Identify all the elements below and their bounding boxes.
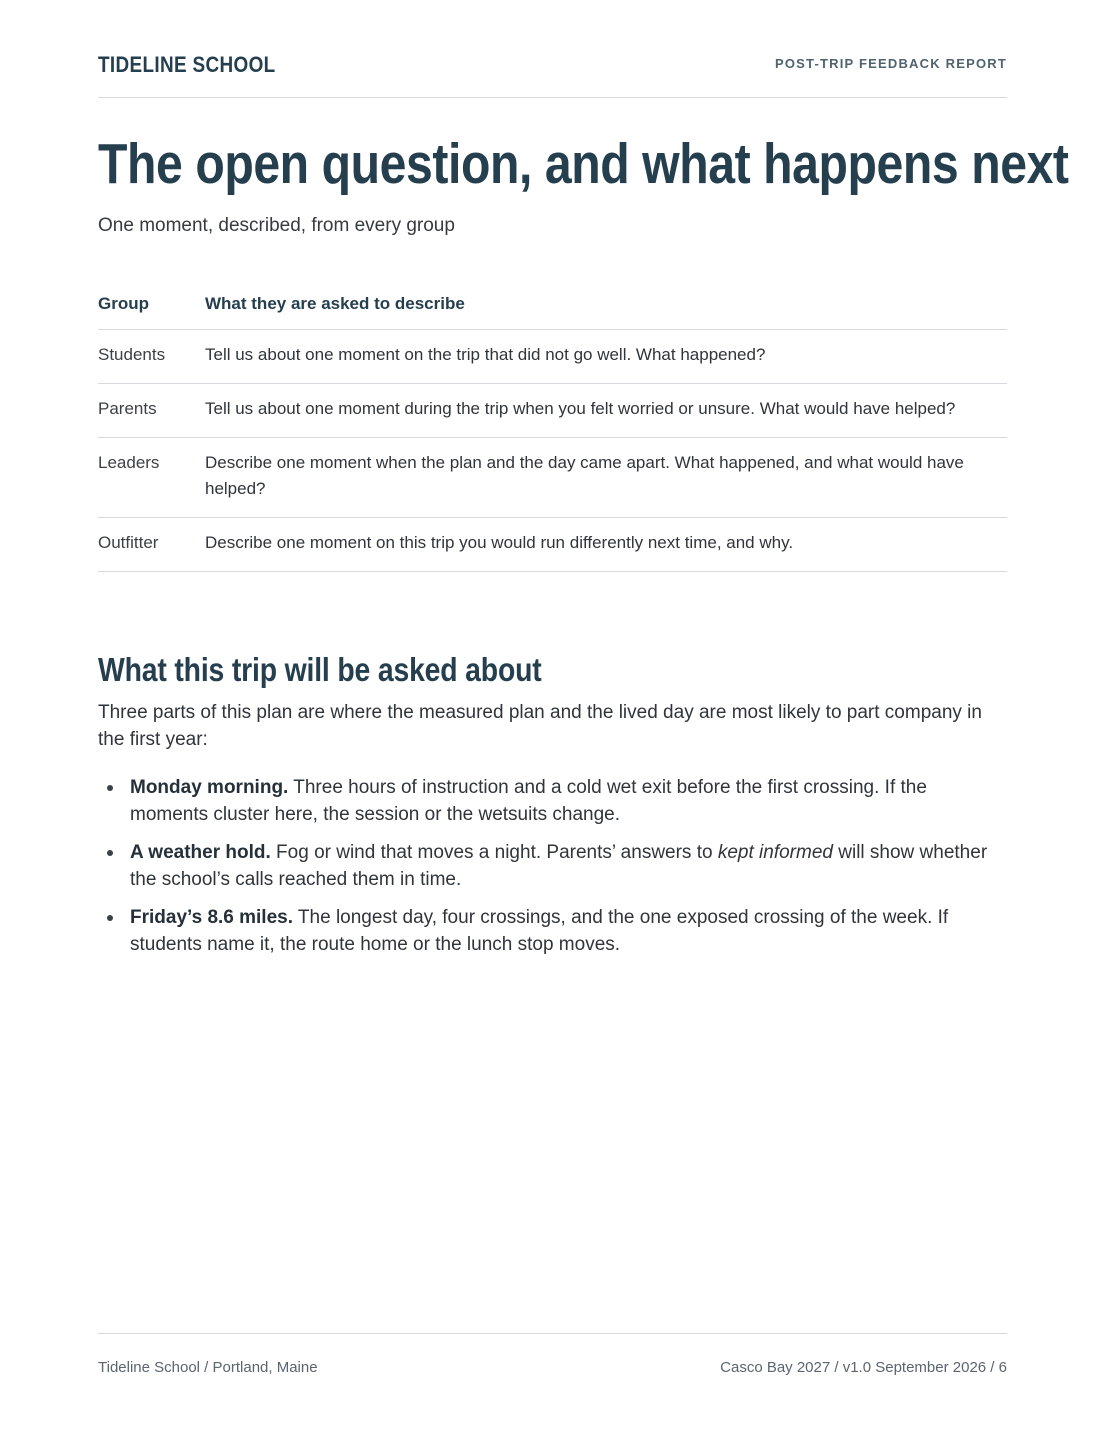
prompt-cell: Tell us about one moment on the trip that did not go well. What happened?	[205, 330, 1007, 384]
section-heading: What this trip will be asked about	[98, 651, 542, 688]
table-header-row	[98, 278, 1007, 330]
list-item	[98, 904, 1007, 958]
table-row	[98, 384, 1007, 438]
question-table	[98, 278, 1007, 572]
bullet-text: The longest day, four crossings, and the one exposed crossing of the week. If students name it, the route home or the lunch stop moves.	[130, 907, 949, 955]
list-item	[98, 774, 1007, 828]
section-intro: Three parts of this plan are where the measured plan and the lived day are most likely to part company in the first year:	[98, 702, 982, 750]
page-title: The open question, and what happens next	[98, 132, 1069, 196]
group-cell: Outfitter	[98, 518, 205, 572]
report-label: POST-TRIP FEEDBACK REPORT	[774, 56, 1007, 71]
group-cell: Leaders	[98, 438, 205, 518]
group-cell: Parents	[98, 384, 205, 438]
prompt-cell: Describe one moment on this trip you would run differently next time, and why.	[205, 518, 1007, 572]
group-cell: Students	[98, 330, 205, 384]
page-header	[98, 50, 1007, 98]
bullet-emphasis: kept informed	[717, 842, 833, 863]
bullet-text: Three hours of instruction and a cold wet exit before the first crossing. If the moments cluster here, the session or the wetsuits change.	[130, 777, 927, 825]
page-footer	[98, 1333, 1007, 1376]
prompt-cell: Tell us about one moment during the trip when you felt worried or unsure. What would have helped?	[205, 384, 1007, 438]
column-header-group: Group	[98, 278, 205, 330]
table-row	[98, 330, 1007, 384]
page	[98, 0, 1069, 1430]
bullet-list	[98, 774, 1007, 969]
bullet-lead: Monday morning.	[130, 777, 289, 798]
list-item	[98, 839, 1007, 893]
column-header-prompt: What they are asked to describe	[205, 278, 1007, 330]
bullet-icon	[107, 785, 113, 791]
table-row	[98, 438, 1007, 518]
page-subtitle: One moment, described, from every group	[98, 215, 455, 236]
bullet-lead: Friday’s 8.6 miles.	[130, 907, 293, 928]
bullet-icon	[107, 915, 113, 921]
prompt-cell: Describe one moment when the plan and the day came apart. What happened, and what would have helped?	[205, 438, 1007, 518]
table-row	[98, 518, 1007, 572]
school-name: TIDELINE SCHOOL	[98, 52, 276, 77]
bullet-icon	[107, 850, 113, 856]
bullet-text: Fog or wind that moves a night. Parents’ answers to	[270, 842, 718, 863]
bullet-lead: A weather hold.	[130, 842, 271, 863]
footer-location: Tideline School / Portland, Maine	[98, 1359, 318, 1376]
bullet-text: will show whether the school’s calls reached them in time.	[130, 842, 988, 890]
footer-version: Casco Bay 2027 / v1.0 September 2026 / 6	[720, 1359, 1007, 1376]
